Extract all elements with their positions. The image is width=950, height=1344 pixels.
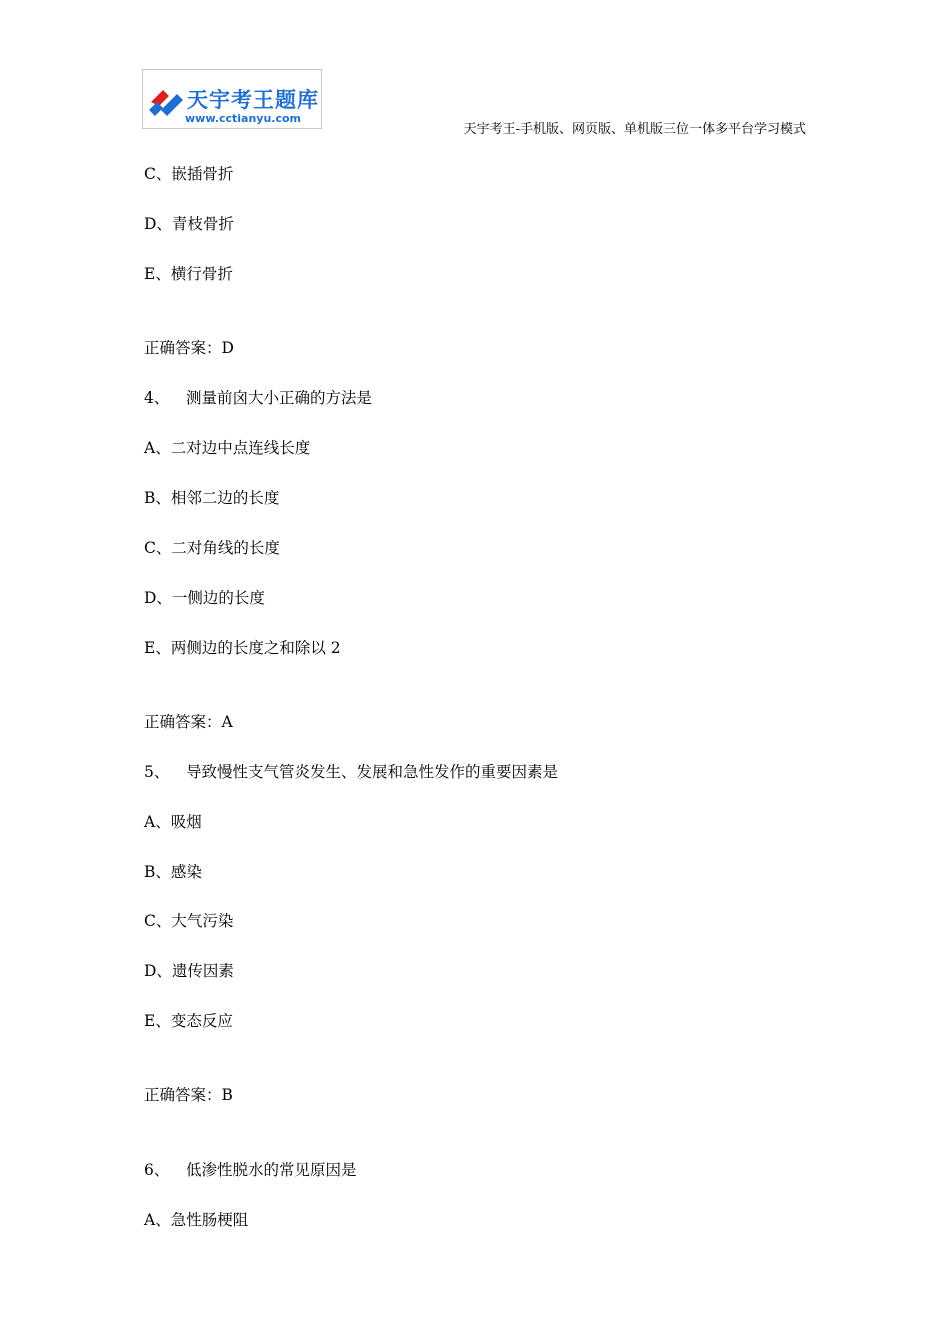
q6-number: 6、: [144, 1161, 170, 1179]
logo-title: 天宇考王题库: [187, 88, 319, 112]
q5-stem: 导致慢性支气管炎发生、发展和急性发作的重要因素是: [186, 763, 559, 781]
q3-option-c: C、嵌插骨折: [144, 165, 234, 183]
q5-answer: 正确答案：B: [144, 1086, 233, 1104]
q3-option-d: D、青枝骨折: [144, 215, 234, 233]
q5-option-d: D、遗传因素: [144, 962, 234, 980]
q3-option-e: E、横行骨折: [144, 265, 233, 283]
q4-number: 4、: [144, 389, 170, 407]
q6-question: [144, 1160, 357, 1180]
q4-option-e: E、两侧边的长度之和除以 2: [144, 639, 341, 657]
q5-option-c: C、大气污染: [144, 912, 234, 930]
logo: [142, 69, 322, 129]
q6-stem: 低渗性脱水的常见原因是: [186, 1161, 357, 1179]
logo-mark-icon: [147, 80, 185, 120]
q4-option-d: D、一侧边的长度: [144, 589, 265, 607]
q5-number: 5、: [144, 763, 170, 781]
q6-option-a: A、急性肠梗阻: [144, 1211, 249, 1229]
q4-answer: 正确答案：A: [144, 713, 233, 731]
q4-question: [144, 388, 372, 408]
q4-stem: 测量前囟大小正确的方法是: [186, 389, 373, 407]
q5-option-e: E、变态反应: [144, 1012, 233, 1030]
q5-question: [144, 762, 558, 782]
q5-option-a: A、吸烟: [144, 813, 202, 831]
q5-option-b: B、感染: [144, 863, 202, 881]
q4-option-b: B、相邻二边的长度: [144, 489, 280, 507]
q4-option-a: A、二对边中点连线长度: [144, 439, 311, 457]
header-slogan: 天宇考王-手机版、网页版、单机版三位一体多平台学习模式: [463, 122, 806, 137]
logo-url: www.cctianyu.com: [185, 112, 302, 125]
q3-answer: 正确答案：D: [144, 339, 234, 357]
q4-option-c: C、二对角线的长度: [144, 539, 280, 557]
